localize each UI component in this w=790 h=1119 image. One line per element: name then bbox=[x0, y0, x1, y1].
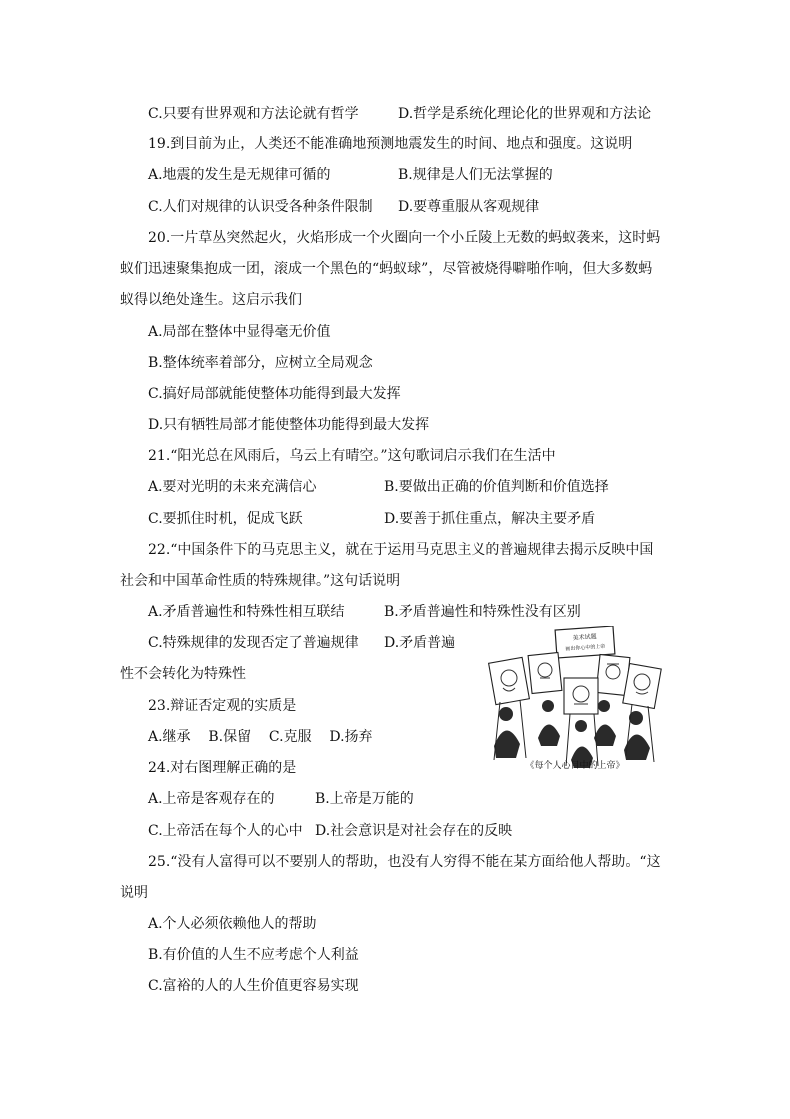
q21-option-c: C.要抓住时机，促成飞跃 bbox=[148, 511, 303, 527]
q25-option-b: B.有价值的人生不应考虑个人利益 bbox=[148, 947, 359, 963]
q24-option-c: C.上帝活在每个人的心中 bbox=[148, 823, 303, 839]
q22-stem-line-2: 社会和中国革命性质的特殊规律。”这句话说明 bbox=[120, 573, 401, 589]
q21-option-a: A.要对光明的未来充满信心 bbox=[148, 479, 317, 495]
q18-option-c: C.只要有世界观和方法论就有哲学 bbox=[148, 106, 359, 122]
q19-option-b: B.规律是人们无法掌握的 bbox=[398, 167, 553, 183]
q25-stem-line-2: 说明 bbox=[120, 885, 148, 901]
q21-stem: 21.“阳光总在风雨后，乌云上有晴空。”这句歌词启示我们在生活中 bbox=[148, 448, 556, 464]
q24-option-b: B.上帝是万能的 bbox=[315, 791, 414, 807]
q24-option-a: A.上帝是客观存在的 bbox=[148, 791, 275, 807]
q23-stem: 23.辩证否定观的实质是 bbox=[148, 698, 297, 714]
q22-option-d-part-1: D.矛盾普遍 bbox=[384, 635, 456, 651]
q19-option-c: C.人们对规律的认识受各种条件限制 bbox=[148, 199, 373, 215]
q21-option-b: B.要做出正确的价值判断和价值选择 bbox=[384, 479, 609, 495]
q20-option-a: A.局部在整体中显得毫无价值 bbox=[148, 324, 331, 340]
q19-option-a: A.地震的发生是无规律可循的 bbox=[148, 167, 331, 183]
sign-text-line-2: 画出你心中的上帝 bbox=[565, 643, 606, 653]
q23-options: A.继承 B.保留 C.克服 D.扬弃 bbox=[148, 729, 373, 745]
q21-option-d: D.要善于抓住重点，解决主要矛盾 bbox=[384, 511, 596, 527]
q20-option-d: D.只有牺牲局部才能使整体功能得到最大发挥 bbox=[148, 417, 430, 433]
sign-text-line-1: 美术试题 bbox=[572, 633, 597, 642]
q25-option-a: A.个人必须依赖他人的帮助 bbox=[148, 916, 317, 932]
q24-option-d: D.社会意识是对社会存在的反映 bbox=[315, 823, 513, 839]
q20-option-b: B.整体统率着部分，应树立全局观念 bbox=[148, 355, 373, 371]
q20-option-c: C.搞好局部就能使整体功能得到最大发挥 bbox=[148, 386, 401, 402]
q24-stem: 24.对右图理解正确的是 bbox=[148, 760, 297, 776]
q25-stem-line-1: 25.“没有人富得可以不要别人的帮助，也没有人穷得不能在某方面给他人帮助。“这 bbox=[148, 854, 661, 870]
q22-option-d-part-2: 性不会转化为特殊性 bbox=[120, 666, 246, 682]
q22-stem-line-1: 22.“中国条件下的马克思主义，就在于运用马克思主义的普遍规律去揭示反映中国 bbox=[148, 542, 654, 558]
q22-option-a: A.矛盾普遍性和特殊性相互联结 bbox=[148, 604, 345, 620]
q20-stem-line-3: 蚁得以绝处逢生。这启示我们 bbox=[120, 292, 302, 308]
q25-option-c: C.富裕的人的人生价值更容易实现 bbox=[148, 978, 359, 994]
illustration-caption: 《每个人心目中的上帝》 bbox=[525, 761, 625, 771]
q19-stem: 19.到目前为止，人类还不能准确地预测地震发生的时间、地点和强度。这说明 bbox=[148, 136, 633, 152]
q22-option-c: C.特殊规律的发现否定了普遍规律 bbox=[148, 635, 359, 651]
q20-stem-line-1: 20.一片草丛突然起火，火焰形成一个火圈向一个小丘陵上无数的蚂蚁袭来，这时蚂 bbox=[148, 230, 661, 246]
q22-option-b: B.矛盾普遍性和特殊性没有区别 bbox=[384, 604, 581, 620]
cartoon-illustration bbox=[486, 626, 664, 774]
q19-option-d: D.要尊重服从客观规律 bbox=[398, 199, 540, 215]
sign-board bbox=[555, 626, 615, 658]
q20-stem-line-2: 蚁们迅速聚集抱成一团，滚成一个黑色的“蚂蚁球”，尽管被烧得噼啪作响，但大多数蚂 bbox=[120, 261, 653, 277]
q18-option-d: D.哲学是系统化理论化的世界观和方法论 bbox=[398, 106, 652, 122]
